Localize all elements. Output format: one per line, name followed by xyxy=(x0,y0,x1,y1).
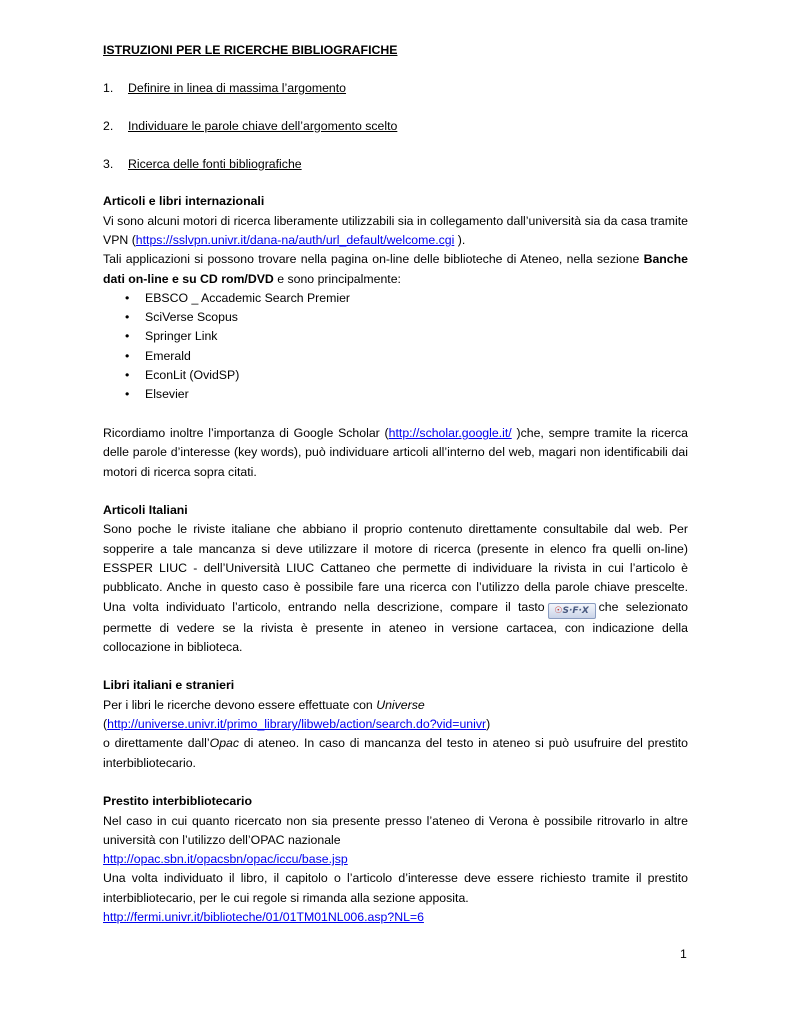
italic-run: Universe xyxy=(376,697,425,712)
page-number: 1 xyxy=(680,947,687,961)
document-title: ISTRUZIONI PER LE RICERCHE BIBLIOGRAFICHE xyxy=(103,43,398,57)
italian-articles-paragraph xyxy=(103,520,688,657)
loan-link-line xyxy=(103,908,688,927)
universe-line xyxy=(103,696,688,715)
list-item: • Emerald xyxy=(103,347,688,366)
text-run: Ricordiamo inoltre l’importanza di Google Scholar ( xyxy=(103,425,389,440)
section-heading-international: Articoli e libri internazionali xyxy=(103,194,265,209)
opac-link-line xyxy=(103,850,688,869)
opac-national-paragraph: Nel caso in cui quanto ricercato non sia presente presso l’ateneo di Verona è possibile ritrovarlo in altre università con l’utilizzo dell’OPAC nazionale xyxy=(103,813,688,847)
text-run: Tali applicazioni si possono trovare nella pagina on-line delle biblioteche di Ateneo, nella sezione xyxy=(103,252,644,267)
text-run: )che, sempre tramite la ricerca delle parole d’interesse (key words), può individuare articoli all’interno del web, magari non identificabili dai motori di ricerca sopra citati. xyxy=(103,425,688,479)
step-number: 2. xyxy=(103,118,114,133)
step-text: Definire in linea di massima l’argomento xyxy=(128,81,347,96)
databases-list xyxy=(103,289,688,405)
universe-link[interactable]: http://universe.univr.it/primo_library/libweb/action/search.do?vid=univr xyxy=(107,717,487,732)
databases-paragraph xyxy=(103,250,688,289)
loan-request-paragraph: Una volta individuato il libro, il capitolo o l’articolo d’interesse deve essere richiesto tramite il prestito interbibliotecario, per le cui regole si rimanda alla sezione apposita. xyxy=(103,871,688,905)
universe-link-line xyxy=(103,715,688,734)
google-scholar-link[interactable]: http://scholar.google.it/ xyxy=(388,425,512,440)
opac-paragraph xyxy=(103,734,688,773)
section-heading-italian-articles: Articoli Italiani xyxy=(103,503,188,518)
opac-sbn-link[interactable]: http://opac.sbn.it/opacsbn/opac/iccu/base.jsp xyxy=(103,852,348,867)
text-run: che selezionato permette di vedere se la rivista è presente in ateneo in versione cartacea, con indicazione della collocazione in biblioteca. xyxy=(103,599,688,654)
list-item: • EconLit (OvidSP) xyxy=(103,366,688,385)
step-number: 3. xyxy=(103,156,114,171)
list-item: • Springer Link xyxy=(103,327,688,346)
list-item: • SciVerse Scopus xyxy=(103,308,688,327)
list-item: • Elsevier xyxy=(103,385,688,404)
step-text: Individuare le parole chiave dell’argomento scelto xyxy=(128,118,398,133)
text-run: o direttamente dall’ xyxy=(103,736,210,751)
bold-run: Banche dati on-line e su CD rom/DVD xyxy=(103,252,688,286)
step-number: 1. xyxy=(103,81,114,96)
text-run: Vi sono alcuni motori di ricerca liberamente utilizzabili sia in collegamento dall’università sia da casa tramite VPN ( xyxy=(103,213,688,247)
text-run: Sono poche le riviste italiane che abbiano il proprio contenuto direttamente consultabile dal web. Per sopperire a tale mancanza si deve utilizzare il motore di ricerca (presente in elenco fra quelli on-line) ESSPER LIUC - dell’Università LIUC Cattaneo che permette di individuare la rivista in cui l’articolo è pubblicato. Anche in questo caso è possibile fare una ricerca con l’utilizzo della parole chiave prescelte. Una volta individuato l’articolo, entrando nella descrizione, compare il tasto xyxy=(103,522,688,614)
italic-run: Opac xyxy=(209,736,240,751)
step-text: Ricerca delle fonti bibliografiche xyxy=(128,156,302,171)
interlibrary-loan-link[interactable]: http://fermi.univr.it/biblioteche/01/01TM01NL006.asp?NL=6 xyxy=(103,910,424,925)
step-item xyxy=(103,155,688,174)
vpn-paragraph xyxy=(103,212,688,251)
section-heading-interlibrary-loan: Prestito interbibliotecario xyxy=(103,794,252,809)
step-item xyxy=(103,79,688,98)
vpn-link[interactable]: https://sslvpn.univr.it/dana-na/auth/url_default/welcome.cgi xyxy=(135,232,455,247)
text-run: e sono principalmente: xyxy=(273,271,401,286)
section-heading-books: Libri italiani e stranieri xyxy=(103,678,235,693)
sfx-label: S·F·X xyxy=(562,605,589,616)
text-run: ). xyxy=(454,232,466,247)
text-run: Per i libri le ricerche devono essere effettuate con xyxy=(103,697,377,712)
step-item xyxy=(103,117,688,136)
scholar-paragraph xyxy=(103,424,688,482)
text-run: ( xyxy=(103,717,108,732)
text-run: ) xyxy=(486,717,491,732)
list-item: • EBSCO _ Accademic Search Premier xyxy=(103,289,688,308)
text-run: di ateneo. In caso di mancanza del testo in ateneo si può usufruire del prestito interbibliotecario. xyxy=(103,736,689,770)
sfx-button-icon: ☉S·F·X xyxy=(548,603,596,619)
document-page xyxy=(103,41,688,927)
steps-list xyxy=(103,79,688,174)
